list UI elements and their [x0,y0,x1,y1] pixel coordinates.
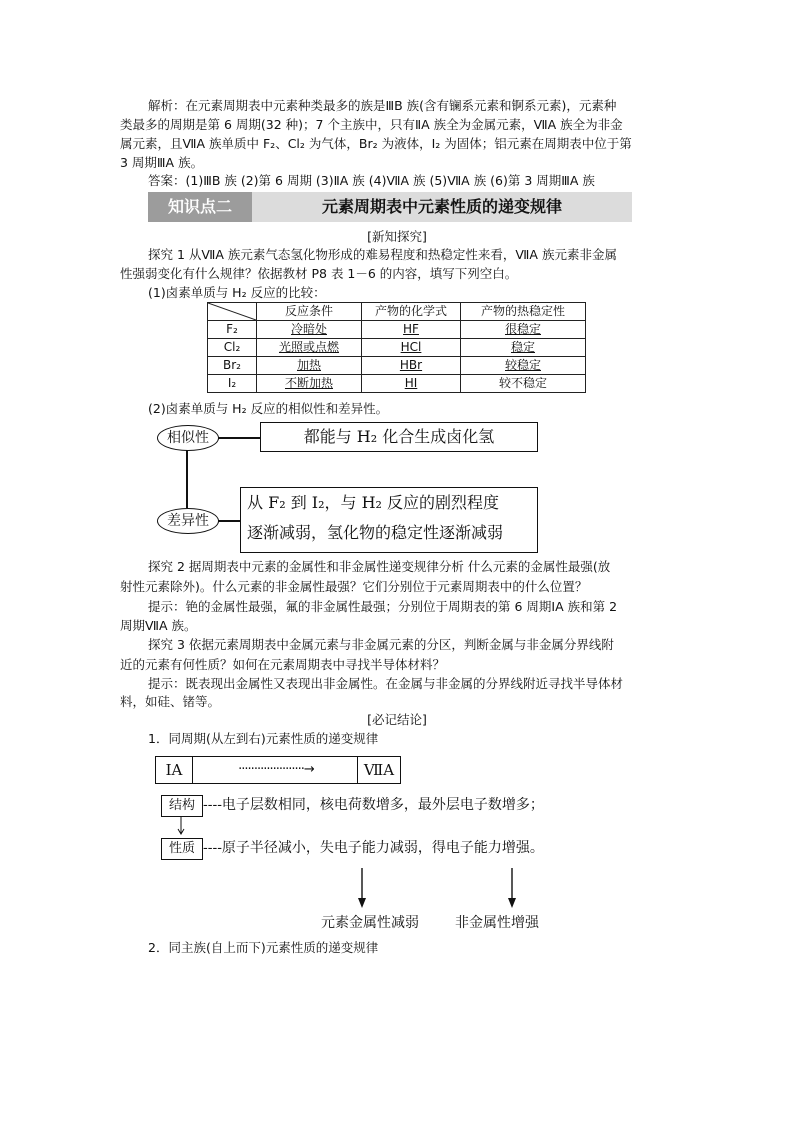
table-header-cell: 反应条件 [257,303,362,321]
table-row [208,357,586,375]
table-header-row [208,303,586,321]
rule-2-title: 2．同主族(自上而下)元素性质的递变规律 [148,940,379,955]
section-title: 元素周期表中元素性质的递变规律 [321,197,562,216]
table-cell: HF [362,321,461,339]
table-cell: HBr [362,357,461,375]
analysis-line-2: 类最多的周期是第 6 周期(32 种)；7 个主族中，只有ⅡA 族全为金属元素，ⅦA 族全为非金 [120,117,623,132]
connector-line [218,437,260,439]
inquiry2-hint-1: 提示：铯的金属性最强，氟的非金属性最强；分别位于周期表的第 6 周期ⅠA 族和第 2 [148,599,618,614]
property-label-box: 性质 [161,838,203,860]
difference-text-line-1: 从 F₂ 到 I₂，与 H₂ 反应的剧烈程度 [247,493,500,512]
difference-text-line-2: 逐渐减弱，氢化物的稳定性逐渐减弱 [247,523,504,542]
table-header-cell: 产物的化学式 [362,303,461,321]
inquiry1-line-2: 性强弱变化有什么规律？依据教材 P8 表 1－6 的内容，填写下列空白。 [120,266,518,281]
conclusion-header: [必记结论] [367,712,427,727]
rule-1-title: 1．同周期(从左到右)元素性质的递变规律 [148,731,379,746]
property-text: ----原子半径减小，失电子能力减弱，得电子能力增强。 [203,840,544,856]
analysis-line-3: 属元素，且ⅦA 族单质中 F₂、Cl₂ 为气体，Br₂ 为液体，I₂ 为固体；铝元素在周期表中位于第 [120,136,632,151]
nonmetal-trend-arrow-icon [506,868,518,908]
similarity-oval: 相似性 [157,425,219,451]
vertical-connector-line [186,450,188,508]
table-cell: F₂ [208,321,257,339]
table-corner-cell [208,303,257,321]
similarity-box [260,422,538,452]
diagonal-line-icon [208,303,256,320]
structure-text: ----电子层数相同，核电荷数增多，最外层电子数增多； [203,797,544,813]
table-cell: 稳定 [461,339,586,357]
table-cell: HI [362,375,461,393]
similarity-text: 都能与 H₂ 化合生成卤化氢 [303,427,495,446]
table-row [208,321,586,339]
table-cell: 很稳定 [461,321,586,339]
period-box [155,756,401,784]
structure-label-box: 结构 [161,795,203,817]
table-cell: 较不稳定 [461,375,586,393]
inquiry2-line-2: 射性元素除外)。什么元素的非金属性最强？它们分别位于元素周期表中的什么位置？ [120,579,588,594]
inquiry2-hint-2: 周期ⅦA 族。 [120,618,197,633]
nonmetal-trend-text: 非金属性增强 [455,915,539,931]
difference-oval: 差异性 [157,508,219,534]
connector-line [218,520,240,522]
table-header-cell: 产物的热稳定性 [461,303,586,321]
difference-box [240,487,538,553]
table-cell: 不断加热 [257,375,362,393]
table-cell: 加热 [257,357,362,375]
reaction-table [207,302,586,393]
table-cell: HCl [362,339,461,357]
inquiry1-sub-2: (2)卤素单质与 H₂ 反应的相似性和差异性。 [148,401,389,416]
inquiry1-line-1: 探究 1 从ⅦA 族元素气态氢化物形成的难易程度和热稳定性来看，ⅦA 族元素非金属 [148,247,617,262]
section-header [148,192,632,222]
inquiry3-hint-2: 料，如硅、锗等。 [120,694,221,709]
metal-trend-arrow-icon [356,868,368,908]
table-cell: Br₂ [208,357,257,375]
inquiry3-line-2: 近的元素有何性质？如何在元素周期表中寻找半导体材料？ [120,657,446,672]
table-cell: 较稳定 [461,357,586,375]
metal-trend-text: 元素金属性减弱 [321,915,419,931]
period-left-label: ⅠA [156,757,193,783]
analysis-line-1: 解析：在元素周期表中元素种类最多的族是ⅢB 族(含有镧系元素和锕系元素)，元素种 [148,98,617,113]
table-row [208,375,586,393]
down-arrow-icon [175,816,187,836]
period-right-label: ⅦA [357,757,400,783]
table-cell: 冷暗处 [257,321,362,339]
table-cell: Cl₂ [208,339,257,357]
table-cell: I₂ [208,375,257,393]
table-cell: 光照或点燃 [257,339,362,357]
new-inquiry-header: [新知探究] [367,229,427,244]
inquiry1-sub-1: (1)卤素单质与 H₂ 反应的比较： [148,285,326,300]
analysis-line-4: 3 周期ⅢA 族。 [120,155,204,170]
section-tag: 知识点二 [148,192,252,222]
inquiry3-line-1: 探究 3 依据元素周期表中金属元素与非金属元素的分区，判断金属与非金属分界线附 [148,637,614,652]
period-arrow: ·····················→ [238,762,314,777]
answer-line: 答案：(1)ⅢB 族 (2)第 6 周期 (3)ⅡA 族 (4)ⅦA 族 (5)ⅦA 族 (6)第 3 周期ⅢA 族 [148,173,595,188]
inquiry3-hint-1: 提示：既表现出金属性又表现出非金属性。在金属与非金属的分界线附近寻找半导体材 [148,676,624,691]
table-row [208,339,586,357]
inquiry2-line-1: 探究 2 据周期表中元素的金属性和非金属性递变规律分析 什么元素的金属性最强(放 [148,559,611,574]
